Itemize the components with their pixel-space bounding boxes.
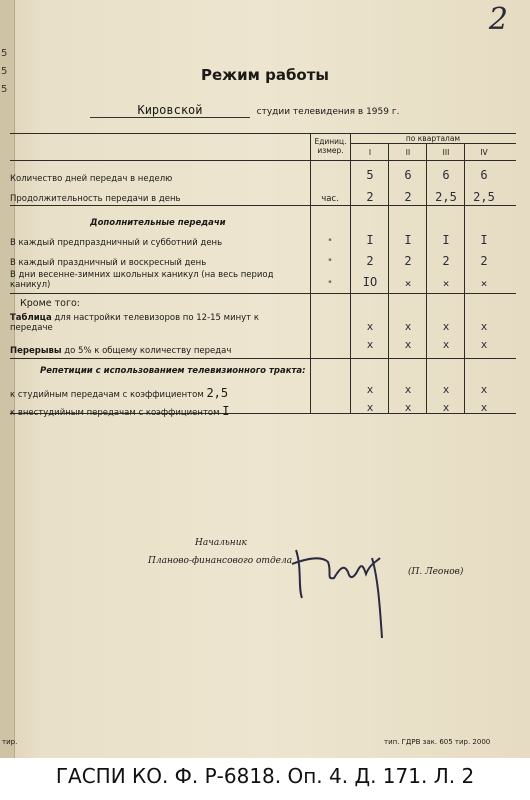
row-label-studio-rehearsal	[10, 388, 228, 400]
value-cell: x	[442, 401, 450, 414]
value-cell: ×	[480, 277, 488, 290]
outside-rehearsal-text: к внестудийным передачам с коэффициентом	[10, 408, 220, 418]
unit-cell: "	[328, 238, 332, 248]
outside-coefficient: I	[222, 404, 230, 418]
row-label-holiday: В каждый праздничный и воскресный день	[10, 258, 207, 268]
value-cell: x	[404, 383, 412, 396]
row-label-days: Количество дней передач в неделю	[10, 174, 173, 184]
studio-name: Кировской	[90, 103, 250, 118]
value-cell: 5	[366, 168, 374, 182]
quarter-header: I	[368, 148, 372, 157]
col-rule	[350, 133, 351, 413]
col-rule	[388, 143, 389, 413]
value-cell: x	[480, 401, 488, 414]
value-cell: x	[442, 338, 450, 351]
value-cell: ×	[442, 277, 450, 290]
signatory-title: Начальник	[195, 538, 247, 548]
binding-mark: 5	[1, 84, 8, 95]
row-rule	[10, 293, 516, 294]
value-cell: 2	[366, 190, 374, 204]
quarter-header: III	[442, 148, 450, 157]
value-cell: 2,5	[473, 190, 495, 204]
value-cell: 6	[404, 168, 412, 182]
value-cell: 6	[480, 168, 488, 182]
signatory-department: Планово-финансового отдела	[148, 556, 293, 566]
value-cell: x	[442, 320, 450, 333]
binding-strip	[0, 0, 18, 758]
value-cell: x	[366, 320, 374, 333]
subtitle-text: студии телевидения в 1959 г.	[256, 107, 400, 117]
value-cell: x	[366, 338, 374, 351]
section-heading: Репетиции с использованием телевизионного тракта:	[40, 366, 306, 376]
quarter-header: IV	[480, 148, 488, 157]
handwritten-page-number: 2	[488, 2, 508, 37]
value-cell: x	[480, 320, 488, 333]
value-cell: x	[404, 320, 412, 333]
value-cell: x	[442, 383, 450, 396]
unit-header: Единиц. измер.	[314, 137, 347, 155]
unit-cell: "	[328, 280, 332, 290]
value-cell: x	[404, 401, 412, 414]
value-cell: 2	[442, 254, 450, 268]
value-cell: I	[480, 233, 488, 247]
value-cell: 2	[366, 254, 374, 268]
row-rule	[10, 358, 516, 359]
value-cell: x	[366, 383, 374, 396]
studio-coefficient: 2,5	[206, 386, 229, 400]
unit-cell: "	[328, 258, 332, 268]
tuning-table-bold: Таблица	[10, 313, 52, 323]
document-subtitle	[90, 103, 399, 118]
value-cell: x	[404, 338, 412, 351]
value-cell: 6	[442, 168, 450, 182]
value-cell: 2	[404, 254, 412, 268]
value-cell: I	[404, 233, 412, 247]
row-label-tuning-table	[10, 313, 300, 333]
value-cell: 2,5	[435, 190, 457, 204]
value-cell: IO	[362, 275, 378, 289]
value-cell: I	[442, 233, 450, 247]
also-label: Кроме того:	[20, 298, 80, 309]
value-cell: 2	[480, 254, 488, 268]
section-heading: Дополнительные передачи	[90, 218, 226, 228]
quarters-group-header: по кварталам	[405, 134, 461, 143]
row-label-breaks	[10, 346, 231, 356]
row-label-duration: Продолжительность передачи в день	[10, 194, 181, 204]
value-cell: x	[480, 338, 488, 351]
table-header-rule	[10, 160, 516, 161]
footer-left: тир.	[2, 738, 18, 746]
archive-caption: ГАСПИ КО. Ф. Р-6818. Оп. 4. Д. 171. Л. 2	[55, 764, 475, 788]
quarter-group-rule	[350, 143, 516, 144]
unit-cell: час.	[321, 194, 339, 204]
row-rule	[10, 205, 516, 206]
value-cell: x	[480, 383, 488, 396]
breaks-bold: Перерывы	[10, 346, 62, 356]
signatory-name: (П. Леонов)	[408, 567, 464, 577]
quarter-header: II	[405, 148, 411, 157]
footer-printer: тип. ГДРВ зак. 605 тир. 2000	[384, 738, 491, 746]
binding-mark: 5	[1, 66, 8, 77]
document-title: Режим работы	[201, 66, 329, 84]
row-label-school-holidays: В дни весенне-зимних школьных каникул (на весь период каникул)	[10, 270, 274, 290]
breaks-text: до 5% к общему количеству передач	[64, 346, 232, 356]
handwritten-signature	[288, 528, 398, 648]
value-cell: x	[366, 401, 374, 414]
col-rule	[310, 133, 311, 413]
row-label-outside-rehearsal	[10, 406, 229, 418]
value-cell: 2	[404, 190, 412, 204]
binding-mark: 5	[1, 48, 8, 59]
studio-rehearsal-text: к студийным передачам с коэффициентом	[10, 390, 204, 400]
row-label-preholiday: В каждый предпраздничный и субботний день	[10, 238, 223, 248]
col-rule	[464, 143, 465, 413]
value-cell: ×	[404, 277, 412, 290]
col-rule	[426, 143, 427, 413]
value-cell: I	[366, 233, 374, 247]
tuning-table-text: для настройки телевизоров по 12-15 минут к передаче	[10, 313, 259, 333]
